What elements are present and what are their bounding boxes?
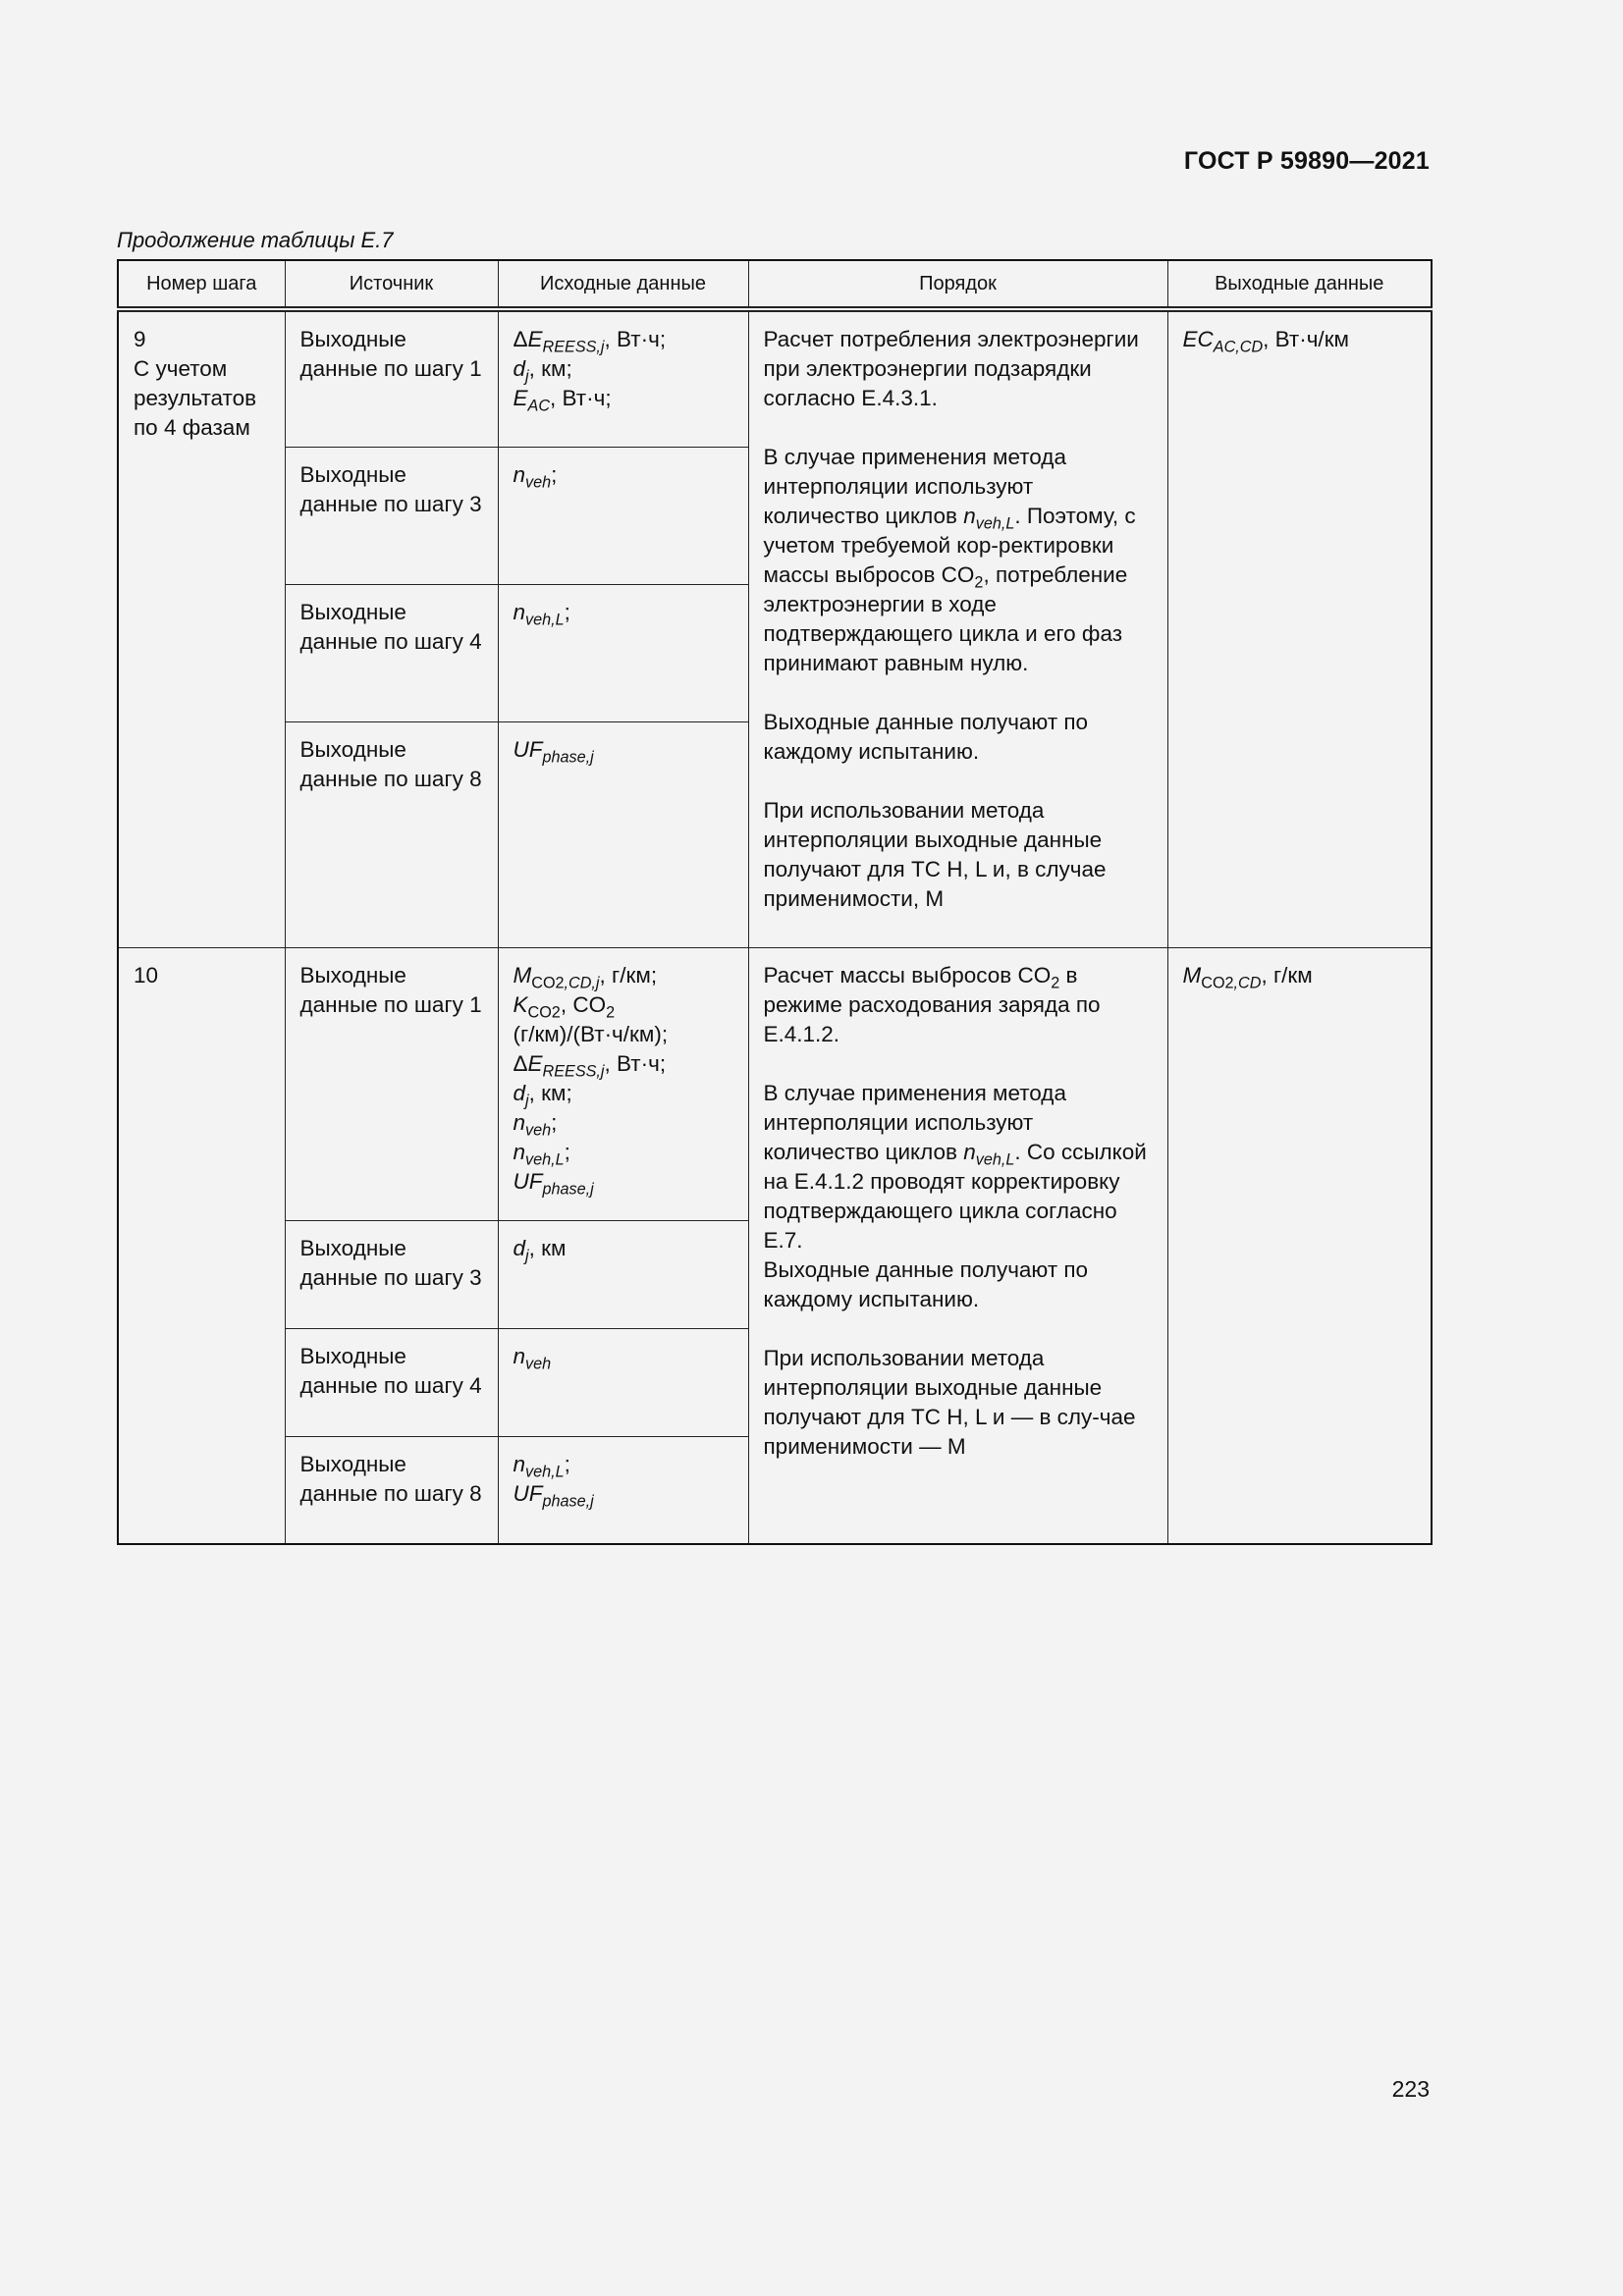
source-cell: Выходные данные по шагу 1 xyxy=(285,947,498,1220)
step-cell xyxy=(118,309,285,947)
input-data-cell: $\Delta E_{REESS,j}$, Вт·ч; $d_j$, км; $E_{AC}$, Вт·ч; xyxy=(498,309,748,447)
table-row xyxy=(118,947,1432,1220)
input-data-cell: $n_{veh}$ xyxy=(498,1328,748,1436)
input-data-cell: $UF_{phase,j}$ xyxy=(498,721,748,947)
header-procedure: Порядок xyxy=(748,260,1167,309)
table-header-row xyxy=(118,260,1432,309)
page-number: 223 xyxy=(1391,2076,1430,2102)
output-data-cell: $M_{CO2,CD}$, г/км xyxy=(1167,947,1432,1544)
source-cell: Выходные данные по шагу 8 xyxy=(285,721,498,947)
input-data-cell: $M_{CO2,CD,j}$, г/км; $K_{CO2}$, $CO_2$ (г/км)/(Вт·ч/км); $\Delta E_{REESS,j}$, Вт·ч; $d_j$, км; $n_{veh}$; $n_{veh,L}$; $UF_{phase,j}$ xyxy=(498,947,748,1220)
source-cell: Выходные данные по шагу 8 xyxy=(285,1436,498,1544)
source-cell: Выходные данные по шагу 1 xyxy=(285,309,498,447)
output-data-cell: $EC_{AC,CD}$, Вт·ч/км xyxy=(1167,309,1432,947)
source-cell: Выходные данные по шагу 4 xyxy=(285,1328,498,1436)
input-data-cell: $n_{veh,L}$; xyxy=(498,584,748,721)
source-cell: Выходные данные по шагу 4 xyxy=(285,584,498,721)
procedure-cell: Расчет потребления электроэнергии при электроэнергии подзарядки согласно Е.4.3.1. В случае применения метода интерполяции используют количество циклов $n_{veh,L}$. Поэтому, с учетом требуемой кор-ректировки массы выбросов $CO_2$, потребление электроэнергии в ходе подтверждающего цикла и его фаз принимают равным нулю. Выходные данные получают по каждому испытанию. При использовании метода интерполяции выходные данные получают для ТС H, L и, в случае применимости, M xyxy=(748,309,1167,947)
table-caption: Продолжение таблицы Е.7 xyxy=(117,228,394,252)
input-data-cell: $n_{veh}$; xyxy=(498,447,748,584)
header-input-data: Исходные данные xyxy=(498,260,748,309)
procedure-cell: Расчет массы выбросов $CO_2$ в режиме расходования заряда по Е.4.1.2. В случае применения метода интерполяции используют количество циклов $n_{veh,L}$. Со ссылкой на Е.4.1.2 проводят корректировку подтверждающего цикла согласно Е.7. Выходные данные получают по каждому испытанию. При использовании метода интерполяции выходные данные получают для ТС H, L и — в слу-чае применимости — M xyxy=(748,947,1167,1544)
header-output-data: Выходные данные xyxy=(1167,260,1432,309)
step-note: С учетом результатов по 4 фазам xyxy=(134,356,257,440)
input-data-cell: $d_j$, км xyxy=(498,1220,748,1328)
step-cell: 10 xyxy=(118,947,285,1544)
header-step-number: Номер шага xyxy=(118,260,285,309)
document-code: ГОСТ Р 59890—2021 xyxy=(1183,147,1430,175)
source-cell: Выходные данные по шагу 3 xyxy=(285,447,498,584)
source-cell: Выходные данные по шагу 3 xyxy=(285,1220,498,1328)
step-number: 9 xyxy=(134,327,146,351)
procedure-table xyxy=(117,259,1433,1545)
header-source: Источник xyxy=(285,260,498,309)
table-row xyxy=(118,309,1432,447)
input-data-cell: $n_{veh,L}$; $UF_{phase,j}$ xyxy=(498,1436,748,1544)
